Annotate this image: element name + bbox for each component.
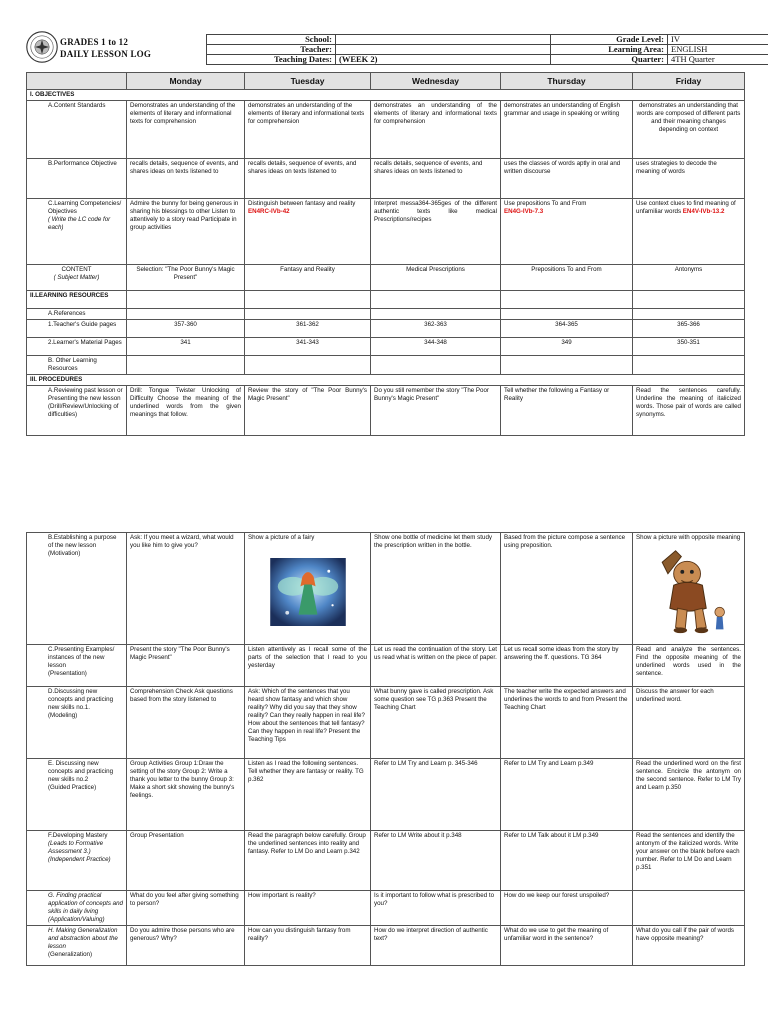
cell-monday: Group Activities Group 1:Draw the setting of the story Group 2: Write a thank you letter to the bunny Group 3: Make a short skit showing the bunny's feelings. (127, 759, 245, 831)
cell-tuesday: Show a picture of a fairy (245, 533, 371, 645)
cell-monday: What do you feel after giving something to person? (127, 891, 245, 926)
procedures-section-row (27, 375, 745, 386)
row-label-generalization: H. Making Generalization and abstraction about the lesson (Generalization) (27, 926, 127, 966)
row-label-presenting-examples: C.Presenting Examples/ instances of the new lesson (Presentation) (27, 645, 127, 687)
row-label-finding-application: G. Finding practical application of concepts and skills in daily living (Application/Valuing) (27, 891, 127, 926)
table-row (27, 533, 745, 645)
lesson-grid-page-1 (26, 72, 745, 436)
cell-thursday: Prepositions To and From (501, 265, 633, 291)
cell-friday: demonstrates an understanding that words are composed of different parts and their meaning changes depending on context (633, 101, 745, 159)
cell-monday: recalls details, sequence of events, and shares ideas on texts listened to (127, 159, 245, 199)
cell-tuesday: Listen as I read the following sentences. Tell whether they are fantasy or reality. TG p.362 (245, 759, 371, 831)
cell-wednesday: How do we interpret direction of authentic text? (371, 926, 501, 966)
procedures-heading: III. PROCEDURES (27, 375, 745, 386)
cell-monday: Drill: Tongue Twister Unlocking of Difficulty Choose the meaning of the underlined words from the given meanings that follow. (127, 386, 245, 436)
day-header-blank (27, 73, 127, 90)
table-row (27, 687, 745, 759)
row-label-discussing-1: D.Discussing new concepts and practicing new skills no.1. (Modeling) (27, 687, 127, 759)
table-row (27, 759, 745, 831)
cell-monday: 357-360 (127, 320, 245, 338)
cell-monday: 341 (127, 338, 245, 356)
cell-thursday: Let us recall some ideas from the story by answering the ff. questions. TG 364 (501, 645, 633, 687)
cell-monday: Present the story "The Poor Bunny's Magic Present" (127, 645, 245, 687)
title-line-daily-lesson-log: DAILY LESSON LOG (60, 49, 152, 59)
row-label-discussing-2: E. Discussing new concepts and practicing new skills no.2 (Guided Practice) (27, 759, 127, 831)
cell-thursday: 349 (501, 338, 633, 356)
cell-tuesday: How important is reality? (245, 891, 371, 926)
title-line-grades: GRADES 1 to 12 (60, 37, 129, 47)
cell-wednesday: 344-348 (371, 338, 501, 356)
table-row (27, 891, 745, 926)
cell-tuesday: 341-343 (245, 338, 371, 356)
cell-friday: What do you call if the pair of words have opposite meaning? (633, 926, 745, 966)
row-label-other-resources: B. Other Learning Resources (27, 356, 127, 375)
objectives-heading: I. OBJECTIVES (27, 90, 745, 101)
cell-wednesday: Interpret messa364-365ges of the different authentic texts like medical Prescriptions/recipes (371, 199, 501, 265)
quarter-label: Quarter: (551, 55, 668, 65)
cell-wednesday: Medical Prescriptions (371, 265, 501, 291)
quarter-value: 4TH Quarter (668, 55, 768, 65)
row-label-reviewing: A.Reviewing past lesson or Presenting the new lesson (Drill/Review/Unlocking of difficulties) (27, 386, 127, 436)
teacher-value (336, 45, 551, 55)
cell-friday (633, 891, 745, 926)
lesson-log-header (26, 30, 744, 66)
day-header-tuesday: Tuesday (245, 73, 371, 90)
table-row (27, 926, 745, 966)
cell-friday: Read the sentences and identify the antonym of the italicized words. Write your answer on the blank before each number. Refer to LM Do and Learn p.351 (633, 831, 745, 891)
cell-tuesday: 361-362 (245, 320, 371, 338)
school-info-table (206, 34, 768, 65)
learning-area-value: ENGLISH (668, 45, 768, 55)
day-header-wednesday: Wednesday (371, 73, 501, 90)
cell-wednesday: Is it important to follow what is prescribed to you? (371, 891, 501, 926)
cell-monday: Do you admire those persons who are generous? Why? (127, 926, 245, 966)
cell-wednesday: What bunny gave is called prescription. Ask some question see TG p.363 Present the Teaching Chart (371, 687, 501, 759)
cell-monday: Group Presentation (127, 831, 245, 891)
cell-friday: uses strategies to decode the meaning of words (633, 159, 745, 199)
table-row (27, 101, 745, 159)
cell-tuesday: Review the story of "The Poor Bunny's Magic Present" (245, 386, 371, 436)
table-row (27, 386, 745, 436)
table-row (27, 320, 745, 338)
cell-tuesday: Distinguish between fantasy and reality EN4RC-IVb-42 (245, 199, 371, 265)
deped-seal-icon (26, 31, 58, 63)
cell-monday: Ask: If you meet a wizard, what would you like him to give you? (127, 533, 245, 645)
cell-thursday: Refer to LM Talk about it LM p.349 (501, 831, 633, 891)
table-row (27, 291, 745, 309)
cell-tuesday: Ask: Which of the sentences that you heard show fantasy and which show reality? Why did you say that they show reality? Can they really happen in real life? How about the sentences that tell fantasy? Can they happen in real life? Present the Teaching Tips (245, 687, 371, 759)
cell-monday: Selection: "The Poor Bunny's Magic Present" (127, 265, 245, 291)
log-title (60, 36, 151, 60)
fairy-picture (270, 558, 346, 626)
cell-wednesday: Refer to LM Try and Learn p. 345-346 (371, 759, 501, 831)
cell-thursday: Use prepositions To and From EN4G-IVb-7.3 (501, 199, 633, 265)
learning-area-label: Learning Area: (551, 45, 668, 55)
day-header-friday: Friday (633, 73, 745, 90)
table-row (27, 338, 745, 356)
table-row (27, 645, 745, 687)
cell-thursday: The teacher write the expected answers and underlines the words to and from Present the Teaching Chart (501, 687, 633, 759)
cell-friday: Read and analyze the sentences. Find the opposite meaning of the underlined words used in the sentence. (633, 645, 745, 687)
row-label-content: CONTENT ( Subject Matter) (27, 265, 127, 291)
cell-friday: Show a picture with opposite meaning (633, 533, 745, 645)
row-label-developing-mastery: F.Developing Mastery (Leads to Formative Assessment 3.) (Independent Practice) (27, 831, 127, 891)
table-row (27, 356, 745, 375)
table-row (27, 831, 745, 891)
cell-friday: Use context clues to find meaning of unfamiliar words EN4V-IVb-13.2 (633, 199, 745, 265)
row-label-performance-objective: B.Performance Objective (27, 159, 127, 199)
teaching-dates-value: (WEEK 2) (336, 55, 551, 65)
cell-wednesday: Show one bottle of medicine let them study the prescription written in the bottle. (371, 533, 501, 645)
day-header-thursday: Thursday (501, 73, 633, 90)
cell-thursday: Tell whether the following a Fantasy or Reality (501, 386, 633, 436)
row-label-content-standards: A.Content Standards (27, 101, 127, 159)
row-label-learners-material: 2.Learner's Material Pages (27, 338, 127, 356)
cell-friday: Read the underlined word on the first sentence. Encircle the antonym on the second sentence. Refer to LM Try and Learn p.350 (633, 759, 745, 831)
cell-thursday: uses the classes of words aptly in oral and written discourse (501, 159, 633, 199)
cell-tuesday: Read the paragraph below carefully. Group the underlined sentences into reality and fantasy. Refer to LM Do and Learn p.342 (245, 831, 371, 891)
teacher-label: Teacher: (207, 45, 336, 55)
table-row (27, 309, 745, 320)
lc-code-tuesday: EN4RC-IVb-42 (248, 208, 290, 215)
cell-monday: Demonstrates an understanding of the elements of literary and informational texts for comprehension (127, 101, 245, 159)
cell-wednesday: recalls details, sequence of events, and shares ideas on texts listened to (371, 159, 501, 199)
day-header-monday: Monday (127, 73, 245, 90)
cell-thursday: How do we keep our forest unspoiled? (501, 891, 633, 926)
table-row (27, 199, 745, 265)
row-label-learning-competencies: C.Learning Competencies/ Objectives ( Write the LC code for each) (27, 199, 127, 265)
cell-tuesday: recalls details, sequence of events, and shares ideas on texts listened to (245, 159, 371, 199)
objectives-section-row (27, 90, 745, 101)
grade-level-value: IV (668, 35, 768, 45)
lesson-grid-page-2 (26, 532, 745, 966)
cell-thursday: 364-365 (501, 320, 633, 338)
cell-tuesday: Listen attentively as I recall some of the parts of the selection that I read to you yesterday (245, 645, 371, 687)
cell-wednesday: Refer to LM Write about it p.348 (371, 831, 501, 891)
resources-heading: II.LEARNING RESOURCES (27, 291, 127, 309)
cell-friday: Discuss the answer for each underlined word. (633, 687, 745, 759)
cell-monday: Admire the bunny for being generous in sharing his blessings to other Listen to attentively to a story read Participate in group activities (127, 199, 245, 265)
cell-wednesday: 362-363 (371, 320, 501, 338)
row-label-references: A.References (27, 309, 127, 320)
ogre-with-club-picture (643, 544, 735, 638)
cell-friday: Read the sentences carefully. Underline the meaning of italicized words. Those pair of words are called synonyms. (633, 386, 745, 436)
cell-friday: 350-351 (633, 338, 745, 356)
cell-tuesday: demonstrates an understanding of the elements of literary and informational texts for comprehension (245, 101, 371, 159)
cell-friday: 365-366 (633, 320, 745, 338)
cell-wednesday: Do you still remember the story "The Poor Bunny's Magic Present" (371, 386, 501, 436)
cell-thursday: Based from the picture compose a sentence using preposition. (501, 533, 633, 645)
school-label: School: (207, 35, 336, 45)
cell-thursday: demonstrates an understanding of English grammar and usage in speaking or writing (501, 101, 633, 159)
lc-code-thursday: EN4G-IVb-7.3 (504, 208, 544, 215)
cell-tuesday: Fantasy and Reality (245, 265, 371, 291)
grade-level-label: Grade Level: (551, 35, 668, 45)
cell-monday: Comprehension Check Ask questions based from the story listened to (127, 687, 245, 759)
table-row (27, 159, 745, 199)
teaching-dates-label: Teaching Dates: (207, 55, 336, 65)
row-label-teachers-guide: 1.Teacher's Guide pages (27, 320, 127, 338)
cell-wednesday: demonstrates an understanding of the elements of literary and informational texts for comprehension (371, 101, 501, 159)
day-header-row (27, 73, 745, 90)
cell-friday: Antonyms (633, 265, 745, 291)
table-row (27, 265, 745, 291)
row-label-establishing-purpose: B.Establishing a purpose of the new lesson (Motivation) (27, 533, 127, 645)
cell-tuesday: How can you distinguish fantasy from reality? (245, 926, 371, 966)
school-value (336, 35, 551, 45)
cell-thursday: Refer to LM Try and Learn p.349 (501, 759, 633, 831)
cell-wednesday: Let us read the continuation of the story. Let us read what is written on the piece of paper. (371, 645, 501, 687)
lc-code-friday: EN4V-IVb-13.2 (682, 208, 725, 215)
cell-thursday: What do we use to get the meaning of unfamiliar word in the sentence? (501, 926, 633, 966)
